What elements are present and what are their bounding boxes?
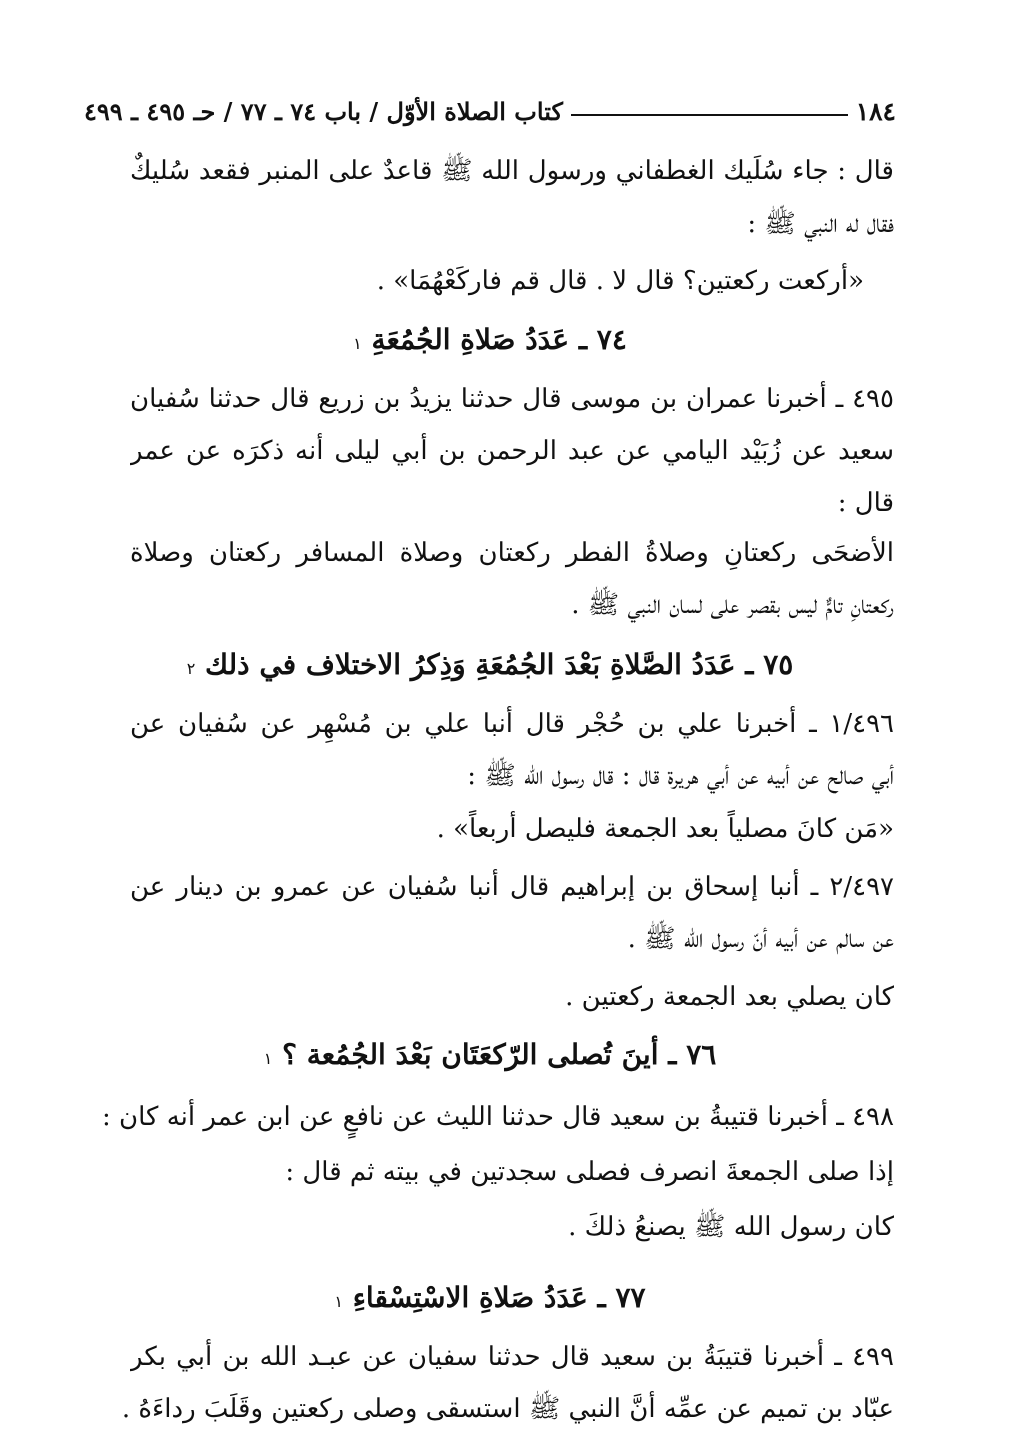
text-line: سعيد عن زُبَيْد اليامي عن عبد الرحمن بن أبي ليلى أنه ذكرَه عن عمر (130, 436, 894, 466)
hadith-499-line: ٤٩٩ ـ أخبرنا قتيبَةُ بن سعيد قال حدثنا سفيان عن عبـد الله بن أبي بكر (130, 1342, 894, 1372)
heading-text: ٧٧ ـ عَدَدُ صَلاةِ الاسْتِسْقاءِ (352, 1281, 646, 1314)
text-line: ركعتانِ تامٌّ ليس بقصر على لسان النبي ﷺ . (571, 590, 894, 620)
running-title: كتاب الصلاة الأوّل / باب ٧٤ ـ ٧٧ / حـ ٤٩٥ ـ ٤٩٩ (84, 97, 563, 126)
hadith-496-line: ١/٤٩٦ ـ أخبرنا علي بن حُجْر قال أنبا علي بن مُسْهِر عن سُفيان عن (130, 709, 894, 739)
footnote-marker: ٢ (186, 659, 196, 678)
footnote-marker: ١ (353, 334, 362, 353)
hadith-495-line: ٤٩٥ ـ أخبرنا عمران بن موسى قال حدثنا يزيدُ بن زريع قال حدثنا سُفيان (130, 384, 894, 414)
text-line: كان يصلي بعد الجمعة ركعتين . (565, 982, 894, 1012)
text-line: الأضحَى ركعتانِ وصلاةُ الفطر ركعتان وصلاة المسافر ركعتان وصلاة (130, 538, 894, 568)
hadith-497-line: ٢/٤٩٧ ـ أنبا إسحاق بن إبراهيم قال أنبا سُفيان عن عمرو بن دينار عن (130, 872, 894, 902)
header-rule (571, 114, 848, 116)
text-line: أبي صالح عن أبيه عن أبي هريرة قال : قال رسول الله ﷺ : (467, 761, 894, 791)
text-line: إذا صلى الجمعةَ انصرف فصلى سجدتين في بيته ثم قال : (285, 1157, 894, 1187)
section-heading-77 (84, 1278, 896, 1322)
heading-text: ٧٦ ـ أينَ تُصلى الرّكعَتَان بَعْدَ الجُمُعة ؟ (282, 1038, 717, 1071)
running-header (84, 92, 896, 126)
text-line: عبّاد بن تميم عن عمِّه أنَّ النبي ﷺ استسقى وصلى ركعتين وقَلَبَ رداءَهُ . (121, 1394, 894, 1424)
text-line: قال : جاء سُلَيك الغطفاني ورسول الله ﷺ قاعدٌ على المنبر فقعد سُليكٌ (130, 156, 894, 186)
quoted-text: «مَن كانَ مصلياً بعد الجمعة فليصل أربعاً» . (436, 814, 894, 844)
section-heading-76 (84, 1035, 896, 1079)
section-heading-75 (84, 645, 896, 689)
heading-text: ٧٤ ـ عَدَدُ صَلاةِ الجُمُعَةِ (371, 323, 627, 356)
footnote-marker: ١ (334, 1292, 344, 1311)
text-line: قال : (837, 488, 894, 518)
quoted-text: «أركعت ركعتين؟ قال لا . قال قم فاركَعْهُمَا» . (376, 266, 864, 296)
hadith-498-line: ٤٩٨ ـ أخبرنا قتيبةُ بن سعيد قال حدثنا الليث عن نافعٍ عن ابن عمر أنه كان : (102, 1102, 894, 1132)
text-line: عن سالم عن أبيه أنّ رسول الله ﷺ . (627, 924, 894, 954)
footnote-marker: ١ (263, 1049, 273, 1068)
heading-text: ٧٥ ـ عَدَدُ الصَّلاةِ بَعْدَ الجُمُعَةِ وَذِكرُ الاختلاف في ذلك (205, 648, 794, 681)
text-line: فقال له النبي ﷺ : (747, 209, 894, 239)
text-line: كان رسول الله ﷺ يصنعُ ذلكَ . (568, 1212, 894, 1242)
page-number: ١٨٤ (855, 97, 896, 126)
section-heading-74 (84, 320, 896, 364)
